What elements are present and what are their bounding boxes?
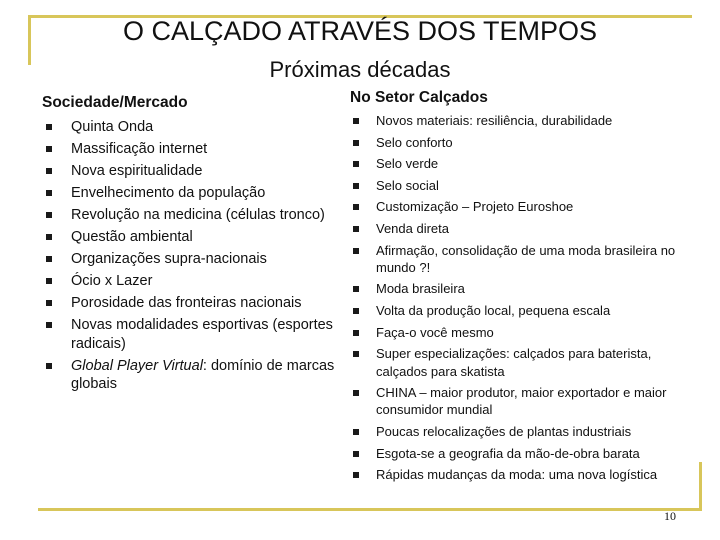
list-item bbox=[46, 140, 336, 159]
square-bullet-icon bbox=[353, 161, 359, 167]
square-bullet-icon bbox=[46, 212, 52, 218]
list-item bbox=[353, 220, 698, 237]
square-bullet-icon bbox=[353, 183, 359, 189]
square-bullet-icon bbox=[353, 472, 359, 478]
list-item-text: Revolução na medicina (células tronco) bbox=[71, 207, 325, 223]
list-item bbox=[353, 155, 698, 172]
list-item-text: Envelhecimento da população bbox=[71, 185, 266, 201]
list-item-text: Afirmação, consolidação de uma moda brasileira no mundo ?! bbox=[376, 242, 676, 275]
list-item-text: Moda brasileira bbox=[376, 281, 465, 297]
list-item bbox=[353, 177, 698, 194]
square-bullet-icon bbox=[353, 226, 359, 232]
list-item bbox=[353, 445, 698, 462]
list-item bbox=[353, 112, 698, 129]
list-item bbox=[46, 184, 336, 203]
list-item bbox=[46, 118, 336, 137]
square-bullet-icon bbox=[46, 300, 52, 306]
list-item-text: Novos materiais: resiliência, durabilidade bbox=[376, 113, 613, 128]
list-item bbox=[353, 302, 698, 319]
list-item bbox=[46, 228, 336, 247]
list-item-text: Selo social bbox=[376, 177, 439, 193]
square-bullet-icon bbox=[46, 146, 52, 152]
list-item bbox=[353, 242, 698, 277]
list-item bbox=[353, 384, 698, 419]
square-bullet-icon bbox=[353, 204, 359, 210]
list-item-text: Volta da produção local, pequena escala bbox=[376, 303, 611, 319]
list-item-text: Organizações supra-nacionais bbox=[71, 251, 267, 267]
list-item-text: Questão ambiental bbox=[71, 229, 193, 245]
square-bullet-icon bbox=[46, 278, 52, 284]
square-bullet-icon bbox=[46, 234, 52, 240]
slide-title: O CALÇADO ATRAVÉS DOS TEMPOS bbox=[122, 16, 598, 46]
list-item-text: Nova espiritualidade bbox=[71, 163, 203, 179]
list-item-text: Massificação internet bbox=[71, 141, 208, 157]
list-item-text: Super especializações: calçados para baterista, calçados para skatista bbox=[376, 346, 652, 379]
square-bullet-icon bbox=[46, 322, 52, 328]
square-bullet-icon bbox=[353, 248, 359, 254]
square-bullet-icon bbox=[353, 330, 359, 336]
square-bullet-icon bbox=[353, 390, 359, 396]
slide-subtitle: Próximas décadas bbox=[269, 57, 451, 82]
frame-bottom-border bbox=[38, 508, 702, 511]
square-bullet-icon bbox=[46, 363, 52, 369]
square-bullet-icon bbox=[353, 451, 359, 457]
left-column-heading: Sociedade/Mercado bbox=[42, 94, 188, 111]
list-item-text: Poucas relocalizações de plantas industriais bbox=[376, 424, 632, 440]
list-item bbox=[46, 250, 336, 269]
list-item bbox=[353, 345, 698, 380]
list-item-text: CHINA – maior produtor, maior exportador e maior consumidor mundial bbox=[376, 385, 667, 418]
square-bullet-icon bbox=[46, 124, 52, 130]
frame-right-border bbox=[699, 462, 702, 511]
square-bullet-icon bbox=[353, 351, 359, 357]
list-item bbox=[46, 162, 336, 181]
list-item-text: Venda direta bbox=[376, 220, 450, 236]
list-item-text: Ócio x Lazer bbox=[71, 273, 153, 289]
right-column-heading: No Setor Calçados bbox=[350, 89, 488, 106]
square-bullet-icon bbox=[353, 429, 359, 435]
list-item bbox=[353, 280, 698, 297]
list-item-text: Faça-o você mesmo bbox=[376, 324, 494, 340]
square-bullet-icon bbox=[353, 286, 359, 292]
list-item bbox=[353, 324, 698, 341]
square-bullet-icon bbox=[46, 168, 52, 174]
square-bullet-icon bbox=[353, 308, 359, 314]
list-item bbox=[353, 134, 698, 151]
list-item bbox=[353, 466, 698, 483]
list-item-text: Novas modalidades esportivas (esportes radicais) bbox=[71, 317, 333, 352]
list-item-text: Selo verde bbox=[376, 156, 439, 172]
list-item bbox=[353, 423, 698, 440]
list-item-text: Rápidas mudanças da moda: uma nova logística bbox=[376, 467, 658, 483]
list-item bbox=[353, 198, 698, 215]
square-bullet-icon bbox=[353, 118, 359, 124]
list-item bbox=[46, 316, 336, 353]
list-item bbox=[46, 294, 336, 313]
footwear-sector-list bbox=[353, 112, 698, 488]
square-bullet-icon bbox=[353, 140, 359, 146]
list-item-emphasis: Global Player Virtual bbox=[71, 357, 203, 374]
list-item-text: Quinta Onda bbox=[71, 119, 154, 135]
list-item bbox=[46, 357, 336, 394]
list-item-text: Porosidade das fronteiras nacionais bbox=[71, 295, 302, 311]
square-bullet-icon bbox=[46, 256, 52, 262]
page-number: 10 bbox=[664, 509, 676, 523]
list-item bbox=[46, 272, 336, 291]
list-item-text: Esgota-se a geografia da mão-de-obra barata bbox=[376, 445, 640, 461]
list-item bbox=[46, 206, 336, 225]
list-item-text: Selo conforto bbox=[376, 134, 453, 150]
list-item-text: : domínio de marcas globais bbox=[71, 357, 335, 392]
square-bullet-icon bbox=[46, 190, 52, 196]
list-item-text: Customização – Projeto Euroshoe bbox=[376, 199, 574, 215]
society-market-list bbox=[46, 118, 336, 397]
